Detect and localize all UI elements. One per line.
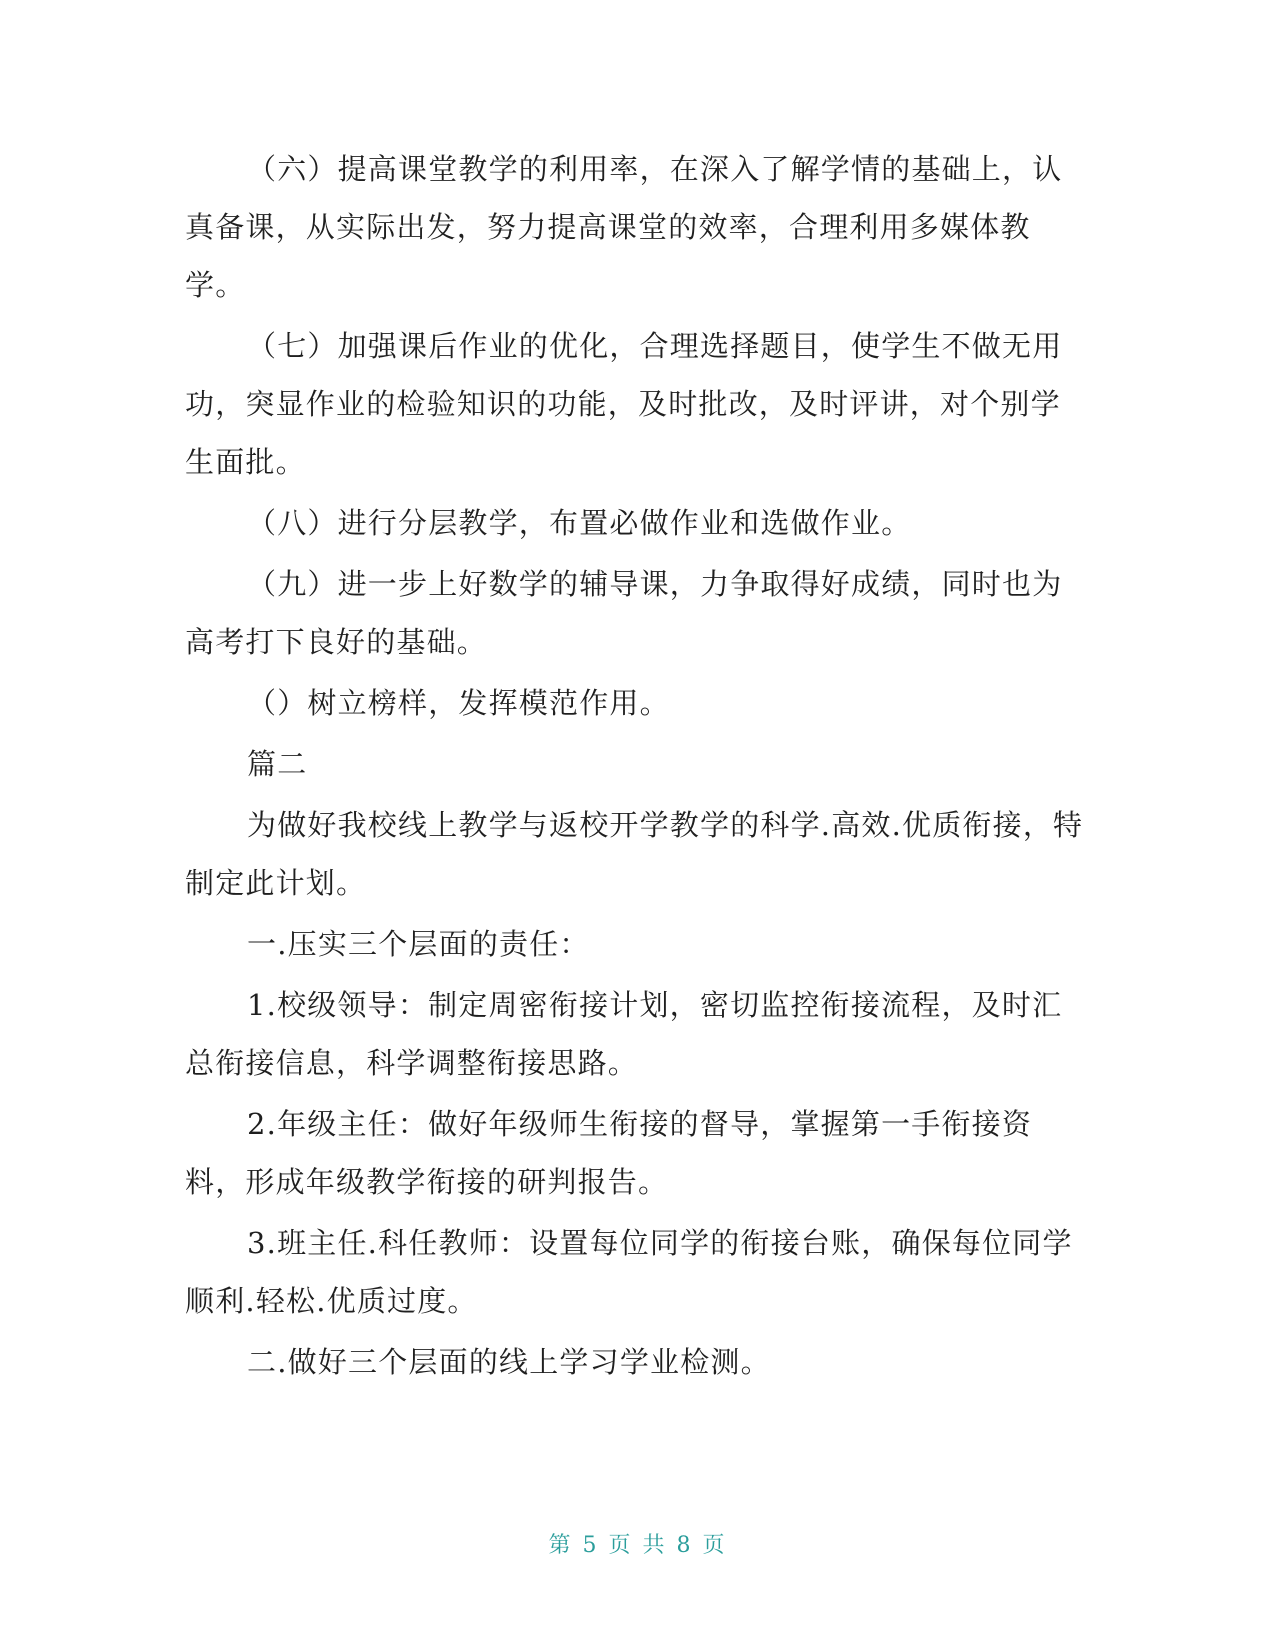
section-heading-part-two: 篇二 xyxy=(247,747,308,781)
item-grade-directors: 2.年级主任：做好年级师生衔接的督导，掌握第一手衔接资料，形成年级教学衔接的研判报告。 xyxy=(185,1107,1033,1199)
footer-label-gong: 共 xyxy=(642,1533,667,1558)
footer-label-ye-total: 页 xyxy=(702,1533,727,1558)
footer-total-pages: 8 xyxy=(676,1533,693,1558)
paragraph-7: （七）加强课后作业的优化，合理选择题目，使学生不做无用功，突显作业的检验知识的功能，及时批改，及时评讲，对个别学生面批。 xyxy=(185,329,1063,479)
footer-label-di: 第 xyxy=(548,1533,573,1558)
item-school-leaders: 1.校级领导：制定周密衔接计划，密切监控衔接流程，及时汇总衔接信息，科学调整衔接思路。 xyxy=(185,988,1063,1080)
footer-label-ye: 页 xyxy=(608,1533,633,1558)
heading-responsibilities: 一.压实三个层面的责任： xyxy=(247,927,590,961)
paragraph-9: （九）进一步上好数学的辅导课，力争取得好成绩，同时也为高考打下良好的基础。 xyxy=(185,567,1063,659)
page-footer xyxy=(0,1528,1275,1559)
intro-paragraph: 为做好我校线上教学与返校开学教学的科学.高效.优质衔接，特制定此计划。 xyxy=(185,808,1084,900)
heading-assessment: 二.做好三个层面的线上学习学业检测。 xyxy=(247,1345,771,1379)
paragraph-8: （八）进行分层教学，布置必做作业和选做作业。 xyxy=(247,506,912,540)
footer-current-page: 5 xyxy=(582,1533,599,1558)
paragraph-6: （六）提高课堂教学的利用率，在深入了解学情的基础上，认真备课，从实际出发，努力提高课堂的效率，合理利用多媒体教学。 xyxy=(185,152,1063,302)
paragraph-10: （）树立榜样，发挥模范作用。 xyxy=(247,686,670,720)
document-body xyxy=(185,140,1085,1394)
item-class-teachers: 3.班主任.科任教师：设置每位同学的衔接台账，确保每位同学顺利.轻松.优质过度。 xyxy=(185,1226,1073,1318)
